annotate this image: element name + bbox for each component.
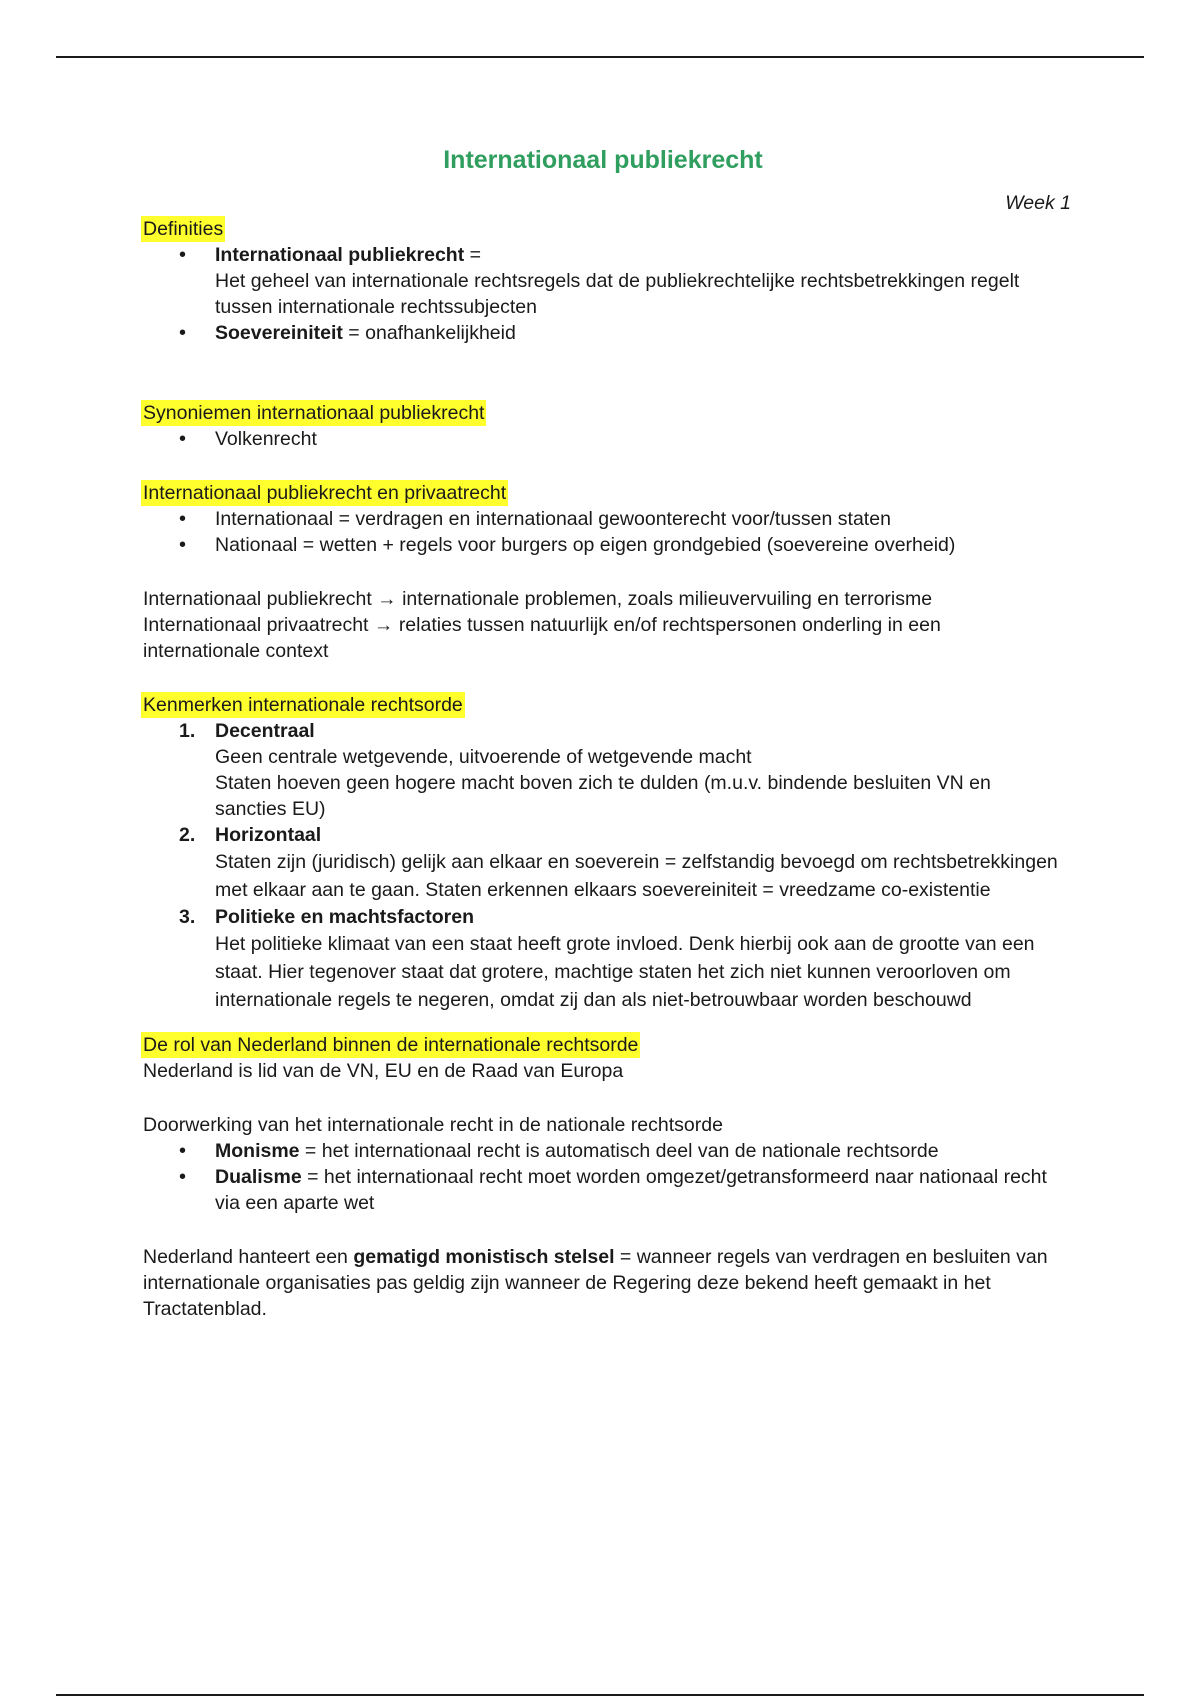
heading-definities: Definities [143, 218, 224, 240]
paragraph-doorwerking: Doorwerking van het internationale recht in de nationale rechtsorde [143, 1114, 723, 1136]
term: Internationaal publiekrecht [215, 244, 465, 266]
paragraph-privaat: Internationaal privaatrecht → relaties tussen natuurlijk en/of rechtspersonen onderling in een internationale context [143, 614, 941, 662]
list-item: 3. Politieke en machtsfactoren Het politieke klimaat van een staat heeft grote invloed. Denk hierbij ook aan de grootte van een staat. Hier tegenover staat dat grotere, machtige staten het zich niet kunnen veroorloven om internationale regels te negeren, omdat zij dan als niet-betrouwbaar worden beschouwd [179, 906, 1035, 1011]
synoniemen-list [143, 426, 1063, 452]
definition-text: onafhankelijkheid [365, 322, 516, 344]
page-title: Internationaal publiekrecht [443, 146, 763, 174]
monisme-dualisme-list [143, 1138, 1063, 1216]
term: Dualisme [215, 1166, 302, 1188]
document-page [143, 140, 1071, 1322]
heading-kenmerken: Kenmerken internationale rechtsorde [143, 694, 463, 716]
list-item: 2. Horizontaal Staten zijn (juridisch) gelijk aan elkaar en soeverein = zelfstandig bevoegd om rechtsbetrekkingen met elkaar aan te gaan. Staten erkennen elkaars soevereiniteit = vreedzame co-existentie [179, 824, 1058, 901]
item-title: Horizontaal [215, 824, 322, 846]
item-title: Decentraal [215, 720, 315, 742]
publiek-privaat-list [143, 506, 1063, 558]
heading-synoniemen: Synoniemen internationaal publiekrecht [143, 402, 485, 424]
list-item: • Internationaal publiekrecht = Het geheel van internationale rechtsregels dat de publiekrechtelijke rechtsbetrekkingen regelt tussen internationale rechtssubjecten [215, 242, 1063, 320]
week-label: Week 1 [1005, 192, 1071, 214]
arrow-right-icon: → [373, 614, 394, 636]
list-item: • Volkenrecht [215, 426, 1063, 452]
paragraph-stelsel: Nederland hanteert een gematigd monistisch stelsel = wanneer regels van verdragen en besluiten van internationale organisaties pas geldig zijn wanneer de Regering deze bekend heeft gemaakt in het Tractatenblad. [143, 1246, 1048, 1320]
paragraph-publiek: Internationaal publiekrecht → internationale problemen, zoals milieuvervuiling en terrorisme [143, 588, 933, 610]
heading-nederland: De rol van Nederland binnen de internationale rechtsorde [143, 1034, 639, 1056]
heading-publiek-privaat: Internationaal publiekrecht en privaatrecht [143, 482, 507, 504]
list-item: 1. Decentraal Geen centrale wetgevende, uitvoerende of wetgevende macht Staten hoeven geen hogere macht boven zich te dulden (m.u.v. bindende besluiten VN en sancties EU) [179, 720, 991, 820]
list-item: • Nationaal = wetten + regels voor burgers op eigen grondgebied (soevereine overheid) [215, 532, 1063, 558]
arrow-right-icon: → [377, 588, 397, 610]
header-rule [56, 56, 1144, 58]
kenmerken-list [143, 718, 1063, 1014]
paragraph-intro: Nederland is lid van de VN, EU en de Raad van Europa [143, 1060, 624, 1082]
list-item: • Internationaal = verdragen en internationaal gewoonterecht voor/tussen staten [215, 506, 1063, 532]
definition-text: Het geheel van internationale rechtsregels dat de publiekrechtelijke rechtsbetrekkingen regelt tussen internationale rechtssubjecten [215, 270, 1020, 318]
list-item: • Soevereiniteit = onafhankelijkheid [215, 320, 1063, 346]
item-title: Politieke en machtsfactoren [215, 906, 475, 928]
list-item: • Dualisme = het internationaal recht moet worden omgezet/getransformeerd naar nationaal recht via een aparte wet [215, 1164, 1063, 1216]
footer-rule [56, 1694, 1144, 1696]
list-item: • Monisme = het internationaal recht is automatisch deel van de nationale rechtsorde [215, 1138, 1063, 1164]
term: Soevereiniteit [215, 322, 343, 344]
definities-list [143, 242, 1063, 346]
term: Monisme [215, 1140, 300, 1162]
